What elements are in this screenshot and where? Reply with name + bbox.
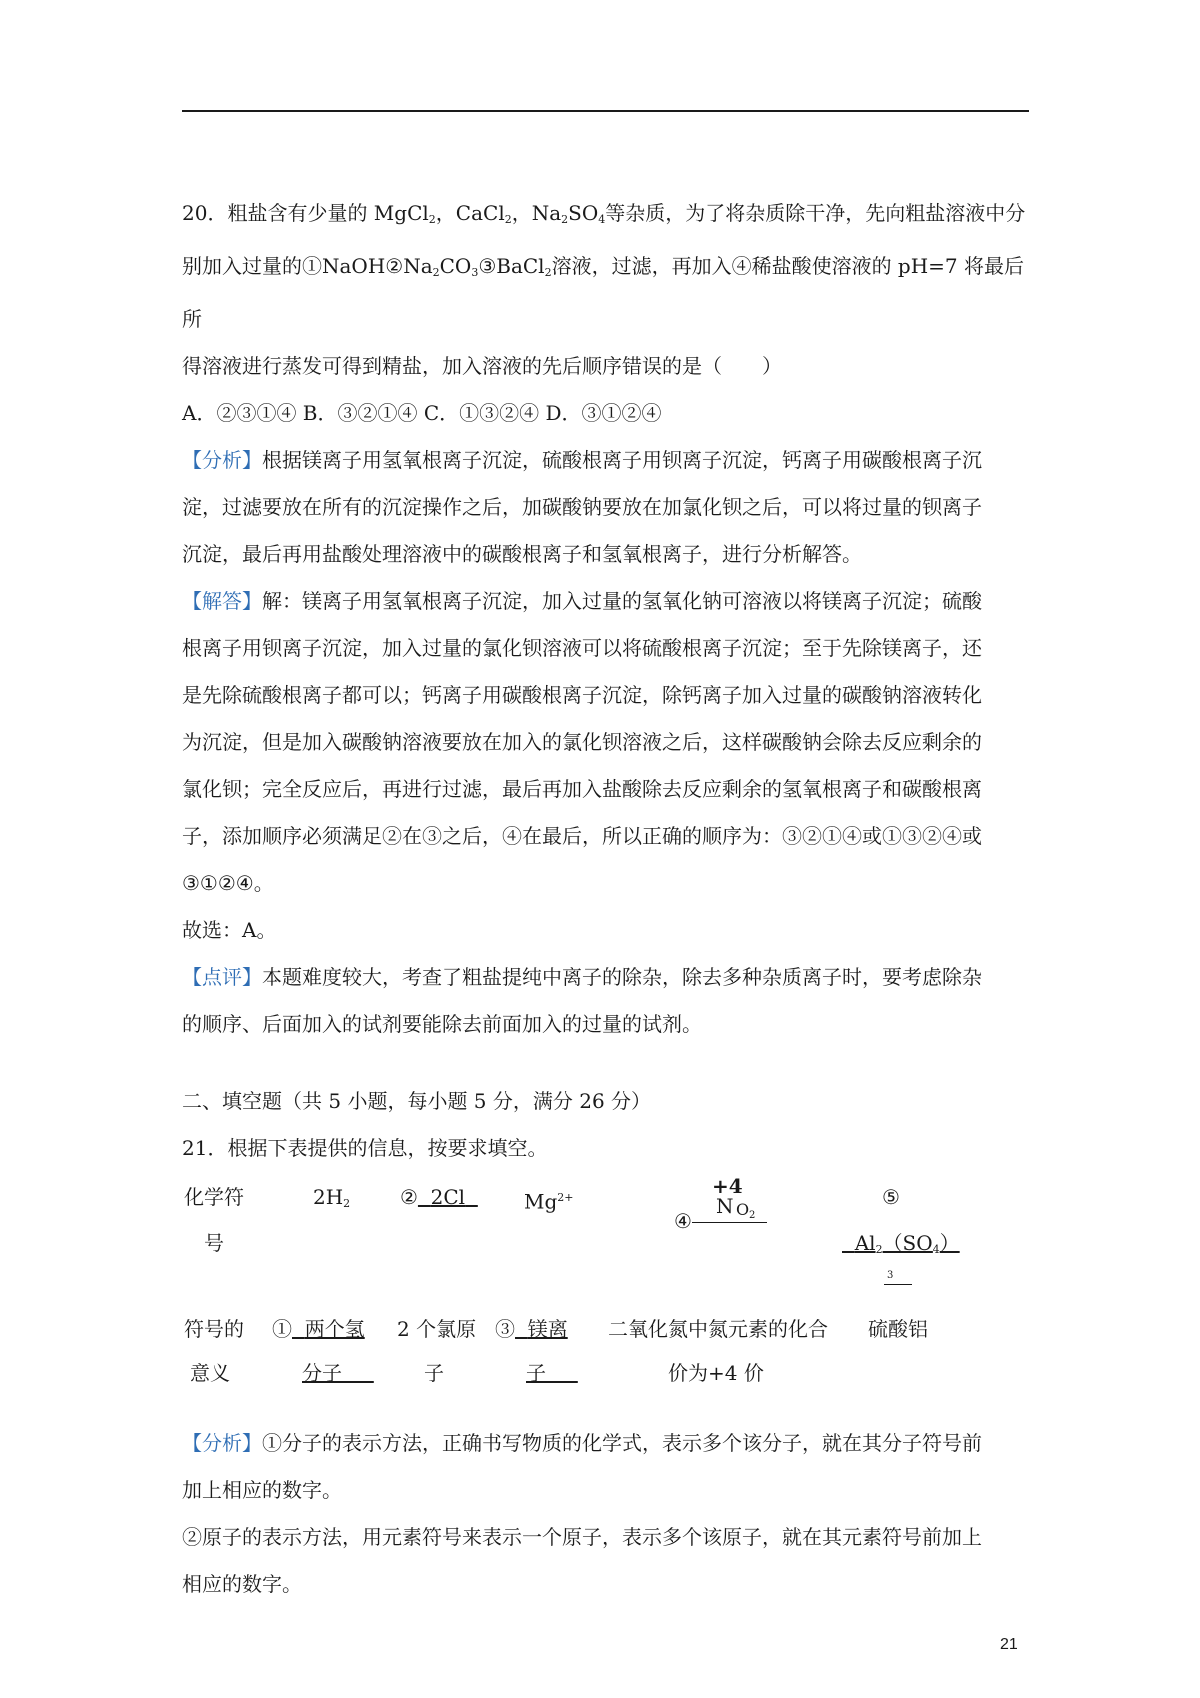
meaning-1	[272, 1306, 365, 1353]
text: SO	[568, 201, 599, 225]
text: 20．粗盐含有少量的 MgCl	[182, 201, 429, 225]
cell-mg	[524, 1174, 574, 1226]
q20-comment	[182, 954, 1032, 1001]
q20-analysis-line: 沉淀，最后再用盐酸处理溶液中的碳酸根离子和氢氧根离子，进行分析解答。	[182, 542, 862, 566]
subscript: 2	[504, 213, 512, 226]
meaning-4: 价为+4 价	[668, 1361, 764, 1385]
subscript: 2	[561, 213, 569, 226]
q21-stem: 21．根据下表提供的信息，按要求填空。	[182, 1136, 548, 1160]
q20-stem-line-1	[182, 190, 1032, 243]
valence-charge: +4	[712, 1174, 743, 1198]
answer-blank	[418, 1185, 478, 1209]
text: Mg	[524, 1189, 558, 1214]
meaning-3	[495, 1306, 568, 1353]
q20-answer-line: 根离子用钡离子沉淀，加入过量的氯化钡溶液可以将硫酸根离子沉淀；至于先除镁离子，还	[182, 636, 982, 660]
answer-blank	[884, 1284, 912, 1285]
text: 分子	[302, 1361, 342, 1385]
meaning-4: 二氧化氮中氮元素的化合	[608, 1317, 828, 1341]
text: 镁离	[527, 1317, 568, 1341]
subscript: 2	[432, 266, 440, 279]
row1-label: 化学符	[184, 1185, 244, 1209]
text: ）	[939, 1231, 960, 1255]
q20-answer-line: 氯化钡；完全反应后，再进行过滤，最后再加入盐酸除去反应剩余的氢氧根离子和碳酸根离	[182, 777, 982, 801]
page-content	[182, 190, 1032, 1608]
cell-2cl	[400, 1174, 478, 1221]
text: ，Na	[511, 201, 562, 225]
text: 等杂质，为了将杂质除干净，先向粗盐溶液中分	[605, 201, 1026, 225]
subscript: 2	[428, 213, 436, 226]
analysis-tag: 【分析】	[182, 448, 262, 472]
answer-tag: 【解答】	[182, 589, 262, 613]
q21-analysis-line: 加上相应的数字。	[182, 1478, 342, 1502]
q20-answer-line: 子，添加顺序必须满足②在③之后，④在最后，所以正确的顺序为：③②①④或①③②④或	[182, 824, 982, 848]
element-symbol: O	[736, 1200, 750, 1219]
answer-blank	[526, 1350, 578, 1397]
cell-al2so43	[842, 1220, 960, 1273]
answer-blank	[302, 1350, 374, 1397]
subscript: 4	[598, 213, 606, 226]
text: ③BaCl	[478, 254, 545, 278]
circled-number: ①	[272, 1317, 292, 1341]
circled-number: ②	[400, 1185, 418, 1209]
q20-answer-line: 为沉淀，但是加入碳酸钠溶液要放在加入的氯化钡溶液之后，这样碳酸钠会除去反应剩余的	[182, 730, 982, 754]
subscript: 2	[875, 1243, 883, 1256]
meaning-5: 硫酸铝	[868, 1317, 928, 1341]
meaning-2: 2 个氯原	[397, 1317, 477, 1341]
section-heading: 二、填空题（共 5 小题，每小题 5 分，满分 26 分）	[182, 1089, 652, 1113]
header-rule	[182, 110, 1029, 112]
q20-analysis-line: 淀，过滤要放在所有的沉淀操作之后，加碳酸钠要放在加氯化钡之后，可以将过量的钡离子	[182, 495, 982, 519]
page-number: 21	[1000, 1636, 1018, 1653]
subscript: 3	[887, 1270, 894, 1281]
row2-label: 符号的	[184, 1317, 244, 1341]
text: 2Cl	[430, 1185, 466, 1209]
comment-tag: 【点评】	[182, 965, 262, 989]
q20-options: A．②③①④ B．③②①④ C．①③②④ D．③①②④	[182, 401, 662, 425]
circled-number: ⑤	[882, 1185, 900, 1209]
answer-blank	[292, 1317, 365, 1341]
q20-answer-line: 是先除硫酸根离子都可以；钙离子用碳酸根离子沉淀，除钙离子加入过量的碳酸钠溶液转化	[182, 683, 982, 707]
q20-stem-line-2	[182, 243, 1032, 343]
element-symbol: N	[716, 1194, 734, 1218]
text: 解：镁离子用氢氧根离子沉淀，加入过量的氢氧化钠可溶液以将镁离子沉淀；硫酸	[262, 589, 982, 613]
text: （SO	[882, 1231, 933, 1255]
spacer	[182, 1048, 1032, 1078]
row1-label: 号	[204, 1231, 224, 1255]
meaning-2: 子	[424, 1361, 444, 1385]
subscript: 4	[932, 1243, 940, 1256]
subscript: 3	[471, 266, 479, 279]
answer-blank	[515, 1317, 568, 1341]
text: 本题难度较大，考查了粗盐提纯中离子的除杂，除去多种杂质离子时，要考虑除杂	[262, 965, 982, 989]
q20-stem-line-3: 得溶液进行蒸发可得到精盐，加入溶液的先后顺序错误的是（ ）	[182, 354, 782, 378]
text: ①分子的表示方法，正确书写物质的化学式，表示多个该分子，就在其分子符号前	[262, 1431, 982, 1455]
q20-answer	[182, 578, 1032, 625]
analysis-tag: 【分析】	[182, 1431, 262, 1455]
q20-answer-line: ③①②④。	[182, 871, 274, 895]
text: 子	[526, 1361, 546, 1385]
row2-label: 意义	[190, 1361, 230, 1385]
text: 别加入过量的①NaOH②Na	[182, 254, 433, 278]
text: 两个氢	[304, 1317, 365, 1341]
text: 溶液，过滤，再加入④稀盐酸使溶液的 pH=7 将最后所	[182, 254, 1025, 331]
q20-comment-line: 的顺序、后面加入的试剂要能除去前面加入的过量的试剂。	[182, 1012, 702, 1036]
subscript: 2	[343, 1197, 351, 1210]
circled-number: ④	[674, 1209, 692, 1233]
q21-analysis-line: 相应的数字。	[182, 1572, 302, 1596]
answer-blank	[692, 1222, 767, 1223]
q21-analysis	[182, 1420, 1032, 1467]
q20-choice: 故选：A。	[182, 918, 277, 942]
circled-number: ③	[495, 1317, 515, 1341]
q20-analysis	[182, 437, 1032, 484]
text: ，CaCl	[435, 201, 505, 225]
text: 根据镁离子用氢氧根离子沉淀，硫酸根离子用钡离子沉淀，钙离子用碳酸根离子沉	[262, 448, 982, 472]
text: Al	[854, 1231, 876, 1255]
text: CO	[439, 254, 472, 278]
cell-2h2	[313, 1174, 350, 1227]
text: 2H	[313, 1185, 344, 1209]
subscript: 2	[749, 1210, 756, 1221]
superscript: 2+	[557, 1191, 574, 1204]
q21-analysis-line: ②原子的表示方法，用元素符号来表示一个原子，表示多个该原子，就在其元素符号前加上	[182, 1525, 982, 1549]
subscript: 2	[544, 266, 552, 279]
q21-symbol-table	[182, 1174, 1032, 1420]
